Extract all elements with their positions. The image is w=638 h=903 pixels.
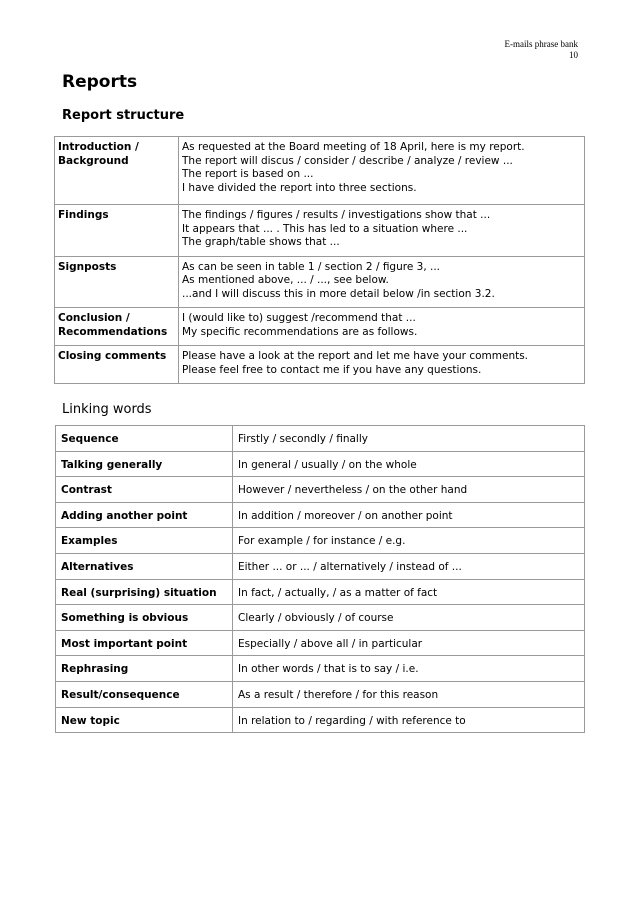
phrases-cell: In addition / moreover / on another point bbox=[233, 502, 585, 528]
phrase-line: As can be seen in table 1 / section 2 / figure 3, ... bbox=[182, 260, 441, 273]
phrases-cell: Especially / above all / in particular bbox=[233, 630, 585, 656]
phrase-line: I have divided the report into three sections. bbox=[182, 181, 417, 194]
phrases-cell: In general / usually / on the whole bbox=[233, 451, 585, 477]
phrase-line: The report will discus / consider / describe / analyze / review ... bbox=[182, 154, 513, 167]
row-phrases bbox=[179, 256, 585, 308]
linking-words-heading: Linking words bbox=[62, 402, 152, 417]
phrase-line: The report is based on ... bbox=[182, 168, 314, 180]
term-cell: Result/consequence bbox=[56, 681, 233, 707]
term-cell: New topic bbox=[56, 707, 233, 733]
phrases-cell: However / nevertheless / on the other hand bbox=[233, 477, 585, 503]
row-phrases bbox=[179, 137, 585, 205]
table-row bbox=[56, 451, 585, 477]
phrase-line: My specific recommendations are as follows. bbox=[182, 325, 418, 338]
phrases-cell: In other words / that is to say / i.e. bbox=[233, 656, 585, 682]
term-cell: Alternatives bbox=[56, 553, 233, 579]
row-label: Signposts bbox=[55, 256, 179, 308]
phrases-cell: As a result / therefore / for this reason bbox=[233, 681, 585, 707]
phrases-cell: Firstly / secondly / finally bbox=[233, 426, 585, 452]
row-label: Conclusion / Recommendations bbox=[55, 308, 179, 346]
phrases-cell: For example / for instance / e.g. bbox=[233, 528, 585, 554]
phrase-line: The graph/table shows that ... bbox=[182, 236, 340, 248]
table-row bbox=[56, 605, 585, 631]
phrase-line: The findings / figures / results / investigations show that ... bbox=[182, 209, 491, 221]
phrases-cell: In fact, / actually, / as a matter of fact bbox=[233, 579, 585, 605]
page-title: Reports bbox=[62, 72, 138, 92]
row-label: Closing comments bbox=[55, 346, 179, 384]
page-number: 10 bbox=[569, 50, 578, 60]
phrase-line: As mentioned above, ... / ..., see below. bbox=[182, 274, 389, 286]
table-row bbox=[56, 477, 585, 503]
table-row bbox=[56, 528, 585, 554]
phrases-cell: Either ... or ... / alternatively / instead of ... bbox=[233, 553, 585, 579]
term-cell: Talking generally bbox=[56, 451, 233, 477]
row-phrases bbox=[179, 308, 585, 346]
report-structure-table bbox=[54, 136, 585, 384]
term-cell: Rephrasing bbox=[56, 656, 233, 682]
row-label: Introduction / Background bbox=[55, 137, 179, 205]
term-cell: Most important point bbox=[56, 630, 233, 656]
phrase-line: I (would like to) suggest /recommend that ... bbox=[182, 312, 416, 324]
linking-words-table bbox=[55, 425, 585, 733]
term-cell: Contrast bbox=[56, 477, 233, 503]
phrases-cell: In relation to / regarding / with reference to bbox=[233, 707, 585, 733]
term-cell: Examples bbox=[56, 528, 233, 554]
table-row bbox=[55, 346, 585, 384]
term-cell: Adding another point bbox=[56, 502, 233, 528]
phrase-line: Please have a look at the report and let me have your comments. bbox=[182, 350, 529, 362]
phrases-cell: Clearly / obviously / of course bbox=[233, 605, 585, 631]
table-row bbox=[56, 502, 585, 528]
running-title: E-mails phrase bank bbox=[504, 39, 578, 49]
running-header bbox=[505, 39, 578, 61]
table-row bbox=[55, 137, 585, 205]
table-row bbox=[55, 256, 585, 308]
term-cell: Real (surprising) situation bbox=[56, 579, 233, 605]
table-row bbox=[56, 681, 585, 707]
row-phrases bbox=[179, 205, 585, 257]
phrase-line: It appears that ... . This has led to a situation where ... bbox=[182, 222, 468, 235]
report-structure-heading: Report structure bbox=[62, 108, 185, 123]
table-row bbox=[56, 707, 585, 733]
term-cell: Sequence bbox=[56, 426, 233, 452]
table-row bbox=[55, 308, 585, 346]
table-row bbox=[56, 553, 585, 579]
table-row bbox=[56, 630, 585, 656]
phrase-line: As requested at the Board meeting of 18 April, here is my report. bbox=[182, 141, 525, 153]
row-phrases bbox=[179, 346, 585, 384]
table-row bbox=[55, 205, 585, 257]
term-cell: Something is obvious bbox=[56, 605, 233, 631]
table-row bbox=[56, 656, 585, 682]
row-label: Findings bbox=[55, 205, 179, 257]
table-row bbox=[56, 426, 585, 452]
phrase-line: Please feel free to contact me if you have any questions. bbox=[182, 363, 482, 376]
phrase-line: ...and I will discuss this in more detail below /in section 3.2. bbox=[182, 287, 495, 300]
table-row bbox=[56, 579, 585, 605]
